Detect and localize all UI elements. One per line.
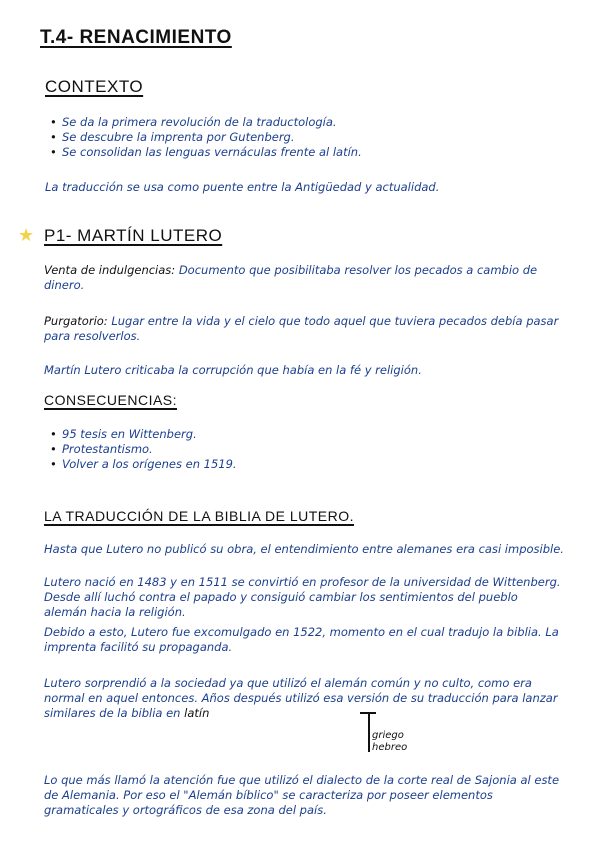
contexto-list: [50, 115, 490, 160]
consecuencias-heading: CONSECUENCIAS:: [44, 392, 178, 408]
venta-term: Venta de indulgencias:: [44, 263, 176, 277]
biblia-paragraph-5: Lo que más llamó la atención fue que utilizó el dialecto de la corte real de Sajonia al este de Alemania. Por eso el "Alemán bíblico" se caracteriza por poseer elementos gramaticales y ortográficos de esa zona del país.: [44, 773, 560, 817]
biblia-heading: LA TRADUCCIÓN DE LA BIBLIA DE LUTERO.: [44, 508, 354, 524]
page-title: T.4- RENACIMIENTO: [40, 27, 232, 48]
critica-text: Martín Lutero criticaba la corrupción que había en la fé y religión.: [44, 363, 422, 377]
contexto-heading: CONTEXTO: [45, 77, 144, 96]
biblia-paragraph-2: Lutero nació en 1483 y en 1511 se convirtió en profesor de la universidad de Wittenberg. Desde allí luchó contra el papado y consiguió cambiar los sentimientos del pueblo alemán hacia la religión.: [44, 575, 561, 619]
purgatorio-paragraph: [44, 314, 564, 344]
list-item: • Volver a los orígenes en 1519.: [50, 457, 450, 472]
consecuencias-list: [50, 427, 450, 472]
venta-paragraph: [44, 263, 564, 293]
paragraph-text: Lutero sorprendió a la sociedad ya que utilizó el alemán común y no culto, como era normal en aquel entonces. Años después utilizó esa versión de su traducción para lanzar similares de la biblia en: [44, 676, 558, 720]
purgatorio-term: Purgatorio:: [44, 314, 108, 328]
p1-heading: P1- MARTÍN LUTERO: [44, 226, 223, 245]
biblia-paragraph-1: Hasta que Lutero no publicó su obra, el entendimiento entre alemanes era casi imposible.: [44, 542, 564, 556]
branch-latin: latín: [184, 706, 210, 720]
list-item: • Se consolidan las lenguas vernáculas frente al latín.: [50, 145, 490, 160]
list-item: • Se descubre la imprenta por Gutenberg.: [50, 130, 490, 145]
biblia-paragraph-4: [44, 676, 564, 721]
branch-griego: griego: [372, 730, 404, 741]
list-item: • Se da la primera revolución de la traductología.: [50, 115, 490, 130]
branch-line: [368, 712, 370, 752]
biblia-paragraph-3: Debido a esto, Lutero fue excomulgado en 1522, momento en el cual tradujo la biblia. La imprenta facilitó su propaganda.: [44, 625, 559, 654]
contexto-note: La traducción se usa como puente entre la Antigüedad y actualidad.: [45, 180, 440, 194]
venta-definition: Documento que posibilitaba resolver los pecados a cambio de dinero.: [44, 263, 538, 292]
branch-tick: [360, 712, 376, 714]
list-item: • 95 tesis en Wittenberg.: [50, 427, 450, 442]
star-icon: ★: [18, 225, 35, 246]
list-item: • Protestantismo.: [50, 442, 450, 457]
branch-hebreo: hebreo: [372, 742, 408, 753]
purgatorio-definition: Lugar entre la vida y el cielo que todo aquel que tuviera pecados debía pasar para resolverlos.: [44, 314, 559, 343]
